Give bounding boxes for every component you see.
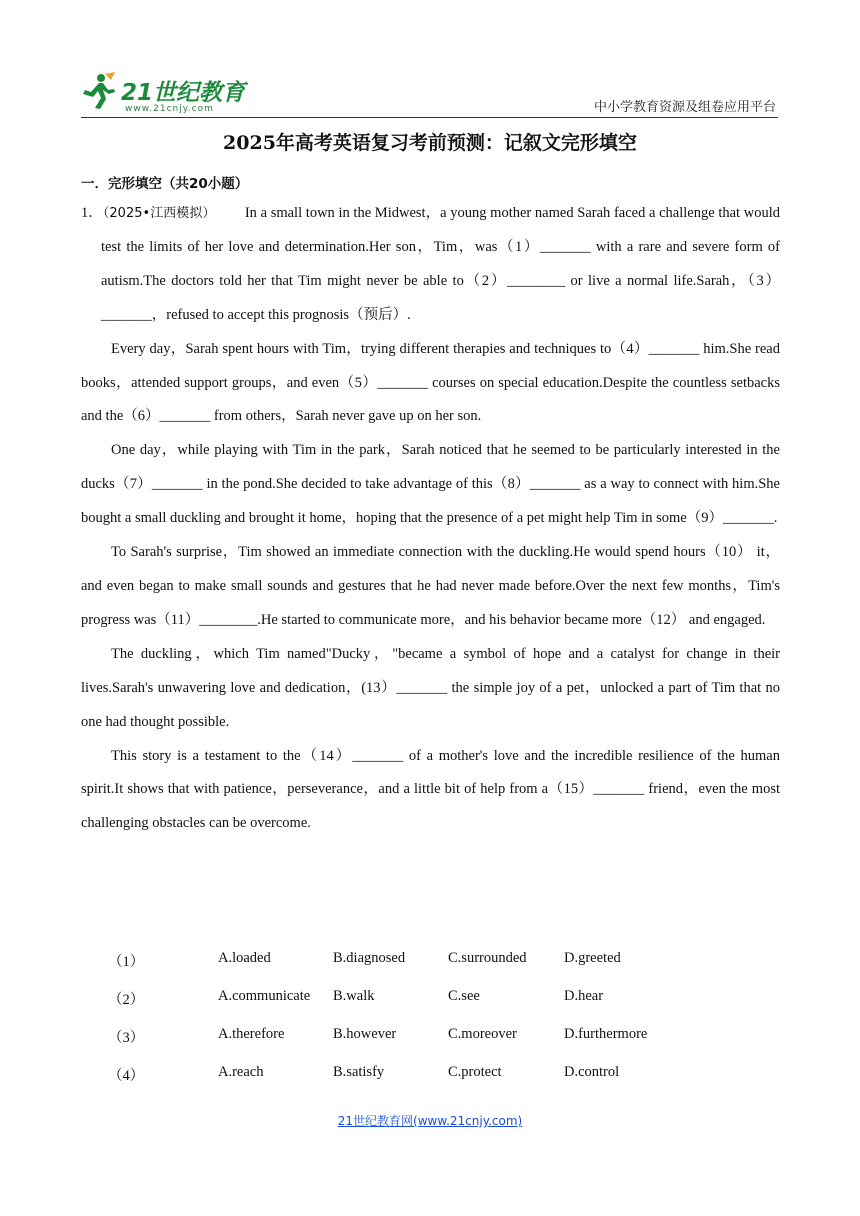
section-heading: 一．完形填空（共20小题） [81, 176, 249, 192]
option-row [81, 980, 780, 1018]
option-row [81, 1018, 780, 1056]
option-d: D.control [564, 1064, 620, 1080]
option-number: （4） [108, 1068, 145, 1084]
option-a: A.reach [218, 1064, 264, 1080]
passage-paragraph-2: Every day，Sarah spent hours with Tim，trying different therapies and techniques to（4）_______ him.She read books，attended support groups，and even（5）_______ courses on special education.Despite the countless setbacks and the（6）_______ from others，Sarah never gave up on her son. [81, 340, 780, 425]
passage-paragraph-1 [81, 197, 780, 333]
passage-paragraph-5: The duckling，which Tim named"Ducky，"became a symbol of hope and a catalyst for change in their lives.Sarah's unwavering love and dedication，(13）_______ the simple joy of a pet，unlocked a part of Tim that no one had thought possible. [81, 645, 780, 730]
option-number: （3） [108, 1030, 145, 1046]
option-c: C.see [448, 988, 480, 1004]
passage-paragraph-4: To Sarah's surprise，Tim showed an immediate connection with the duckling.He would spend hours（10） it，and even began to make small sounds and gestures that he had never made before.Over the next few months，Tim's progress was（11）________.He started to communicate more，and his behavior became more（12） and engaged. [81, 544, 780, 628]
page-title: 2025年高考英语复习考前预测：记叙文完形填空 [223, 132, 637, 154]
option-c: C.protect [448, 1064, 502, 1080]
option-d: D.furthermore [564, 1026, 648, 1042]
passage-paragraph-3: One day，while playing with Tim in the park，Sarah noticed that he seemed to be particularly interested in the ducks（7）_______ in the pond.She decided to take advantage of this（8）_______ as a way to connect with him.She bought a small duckling and brought it home，hoping that the presence of a pet might help Tim in some（9）_______. [81, 442, 780, 527]
logo [81, 68, 251, 114]
platform-name: 中小学教育资源及组卷应用平台 [593, 100, 776, 115]
footer-link[interactable]: 21世纪教育网(www.21cnjy.com) [337, 1114, 523, 1128]
question-source: （2025•江西模拟） [102, 206, 216, 221]
logo-url: www.21cnjy.com [125, 104, 214, 114]
option-row [81, 1056, 780, 1094]
option-a: A.loaded [218, 950, 271, 966]
option-row [81, 942, 780, 980]
option-d: D.greeted [564, 950, 621, 966]
page-header [81, 62, 778, 118]
runner-logo-icon [81, 70, 125, 110]
option-b: B.however [333, 1026, 397, 1042]
option-b: B.walk [333, 988, 375, 1004]
options-table [81, 942, 780, 1094]
option-c: C.moreover [448, 1026, 517, 1042]
option-b: B.diagnosed [333, 950, 406, 966]
option-c: C.surrounded [448, 950, 527, 966]
header-divider [81, 117, 778, 118]
option-a: A.therefore [218, 1026, 285, 1042]
option-number: （2） [108, 992, 145, 1008]
question-number: 1． [81, 205, 103, 221]
option-b: B.satisfy [333, 1064, 385, 1080]
option-a: A.communicate [218, 988, 311, 1004]
logo-text: 21世纪教育 [121, 80, 246, 106]
option-number: （1） [108, 954, 145, 970]
paragraph-text: In a small town in the Midwest，a young mother named Sarah faced a challenge that would test the limits of her love and determination.Her son，Tim，was（1）_______ with a rare and severe form of autism.The doctors told her that Tim might never be able to（2）________ or live a normal life.Sarah，（3）_______，refused to accept this prognosis（预后）. [101, 205, 780, 323]
question-passage [81, 197, 780, 841]
option-d: D.hear [564, 988, 604, 1004]
passage-paragraph-6: This story is a testament to the（14）_______ of a mother's love and the incredible resilience of the human spirit.It shows that with patience，perseverance，and a little bit of help from a（15）_______ friend，even the most challenging obstacles can be overcome. [81, 747, 780, 832]
